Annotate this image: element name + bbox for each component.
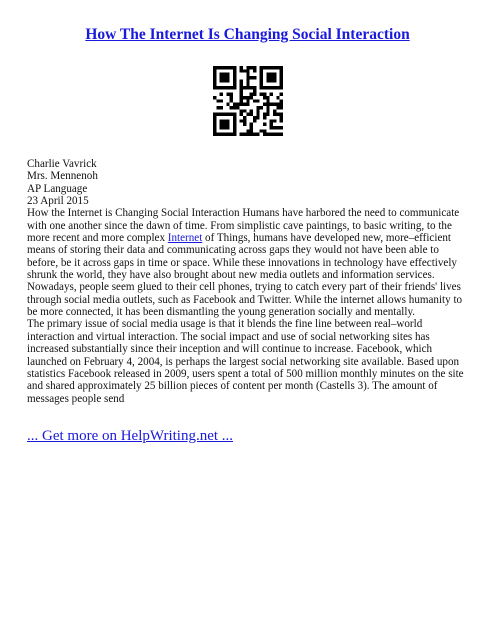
paragraph-intro [27, 207, 471, 318]
paragraph-social-media: The primary issue of social media usage is that it blends the fine line between real–world interaction and virtual interaction. The social impact and use of social networking sites has increased substantially since their inception and will continue to increase. Facebook, which launched on February 4, 2004, is perhaps the largest social networking site available. Based upon statistics Facebook released in 2009, users spent a total of 500 million monthly minutes on the site and shared approximately 25 billion pieces of content per month (Castells 3). The amount of messages people send [27, 318, 464, 405]
teacher-name: Mrs. Mennenoh [27, 170, 98, 183]
document-date: 23 April 2015 [27, 195, 89, 208]
author-name: Charlie Vavrick [27, 158, 97, 170]
course-name: AP Language [27, 182, 88, 195]
paragraph-intro-text-end: of Things, humans have developed new, more–efficient means of storing their data and communicating across gaps they would not have been able to before, be it across gaps in time or space. While these innovations in technology have effectively shrunk the world, they have also brought about new media outlets and information services. Nowadays, people seem glued to their cell phones, trying to catch every part of their friends' lives through social media outlets, such as Facebook and Twitter. While the internet allows humanity to be more connected, it has been dismantling the young generation socially and mentally. [27, 232, 463, 319]
internet-link[interactable]: Internet [167, 232, 203, 245]
get-more-link[interactable]: ... Get more on HelpWriting.net ... [27, 428, 234, 444]
document-title-link[interactable]: How The Internet Is Changing Social Interaction [85, 26, 410, 43]
document-body [27, 158, 471, 405]
paragraph-intro-text-start: How the Internet is Changing Social Interaction Humans have harbored the need to communicate with one another since the dawn of time. From simplistic cave paintings, to basic writing, to the more recent and more complex [27, 207, 460, 245]
qr-code-icon [213, 66, 283, 136]
